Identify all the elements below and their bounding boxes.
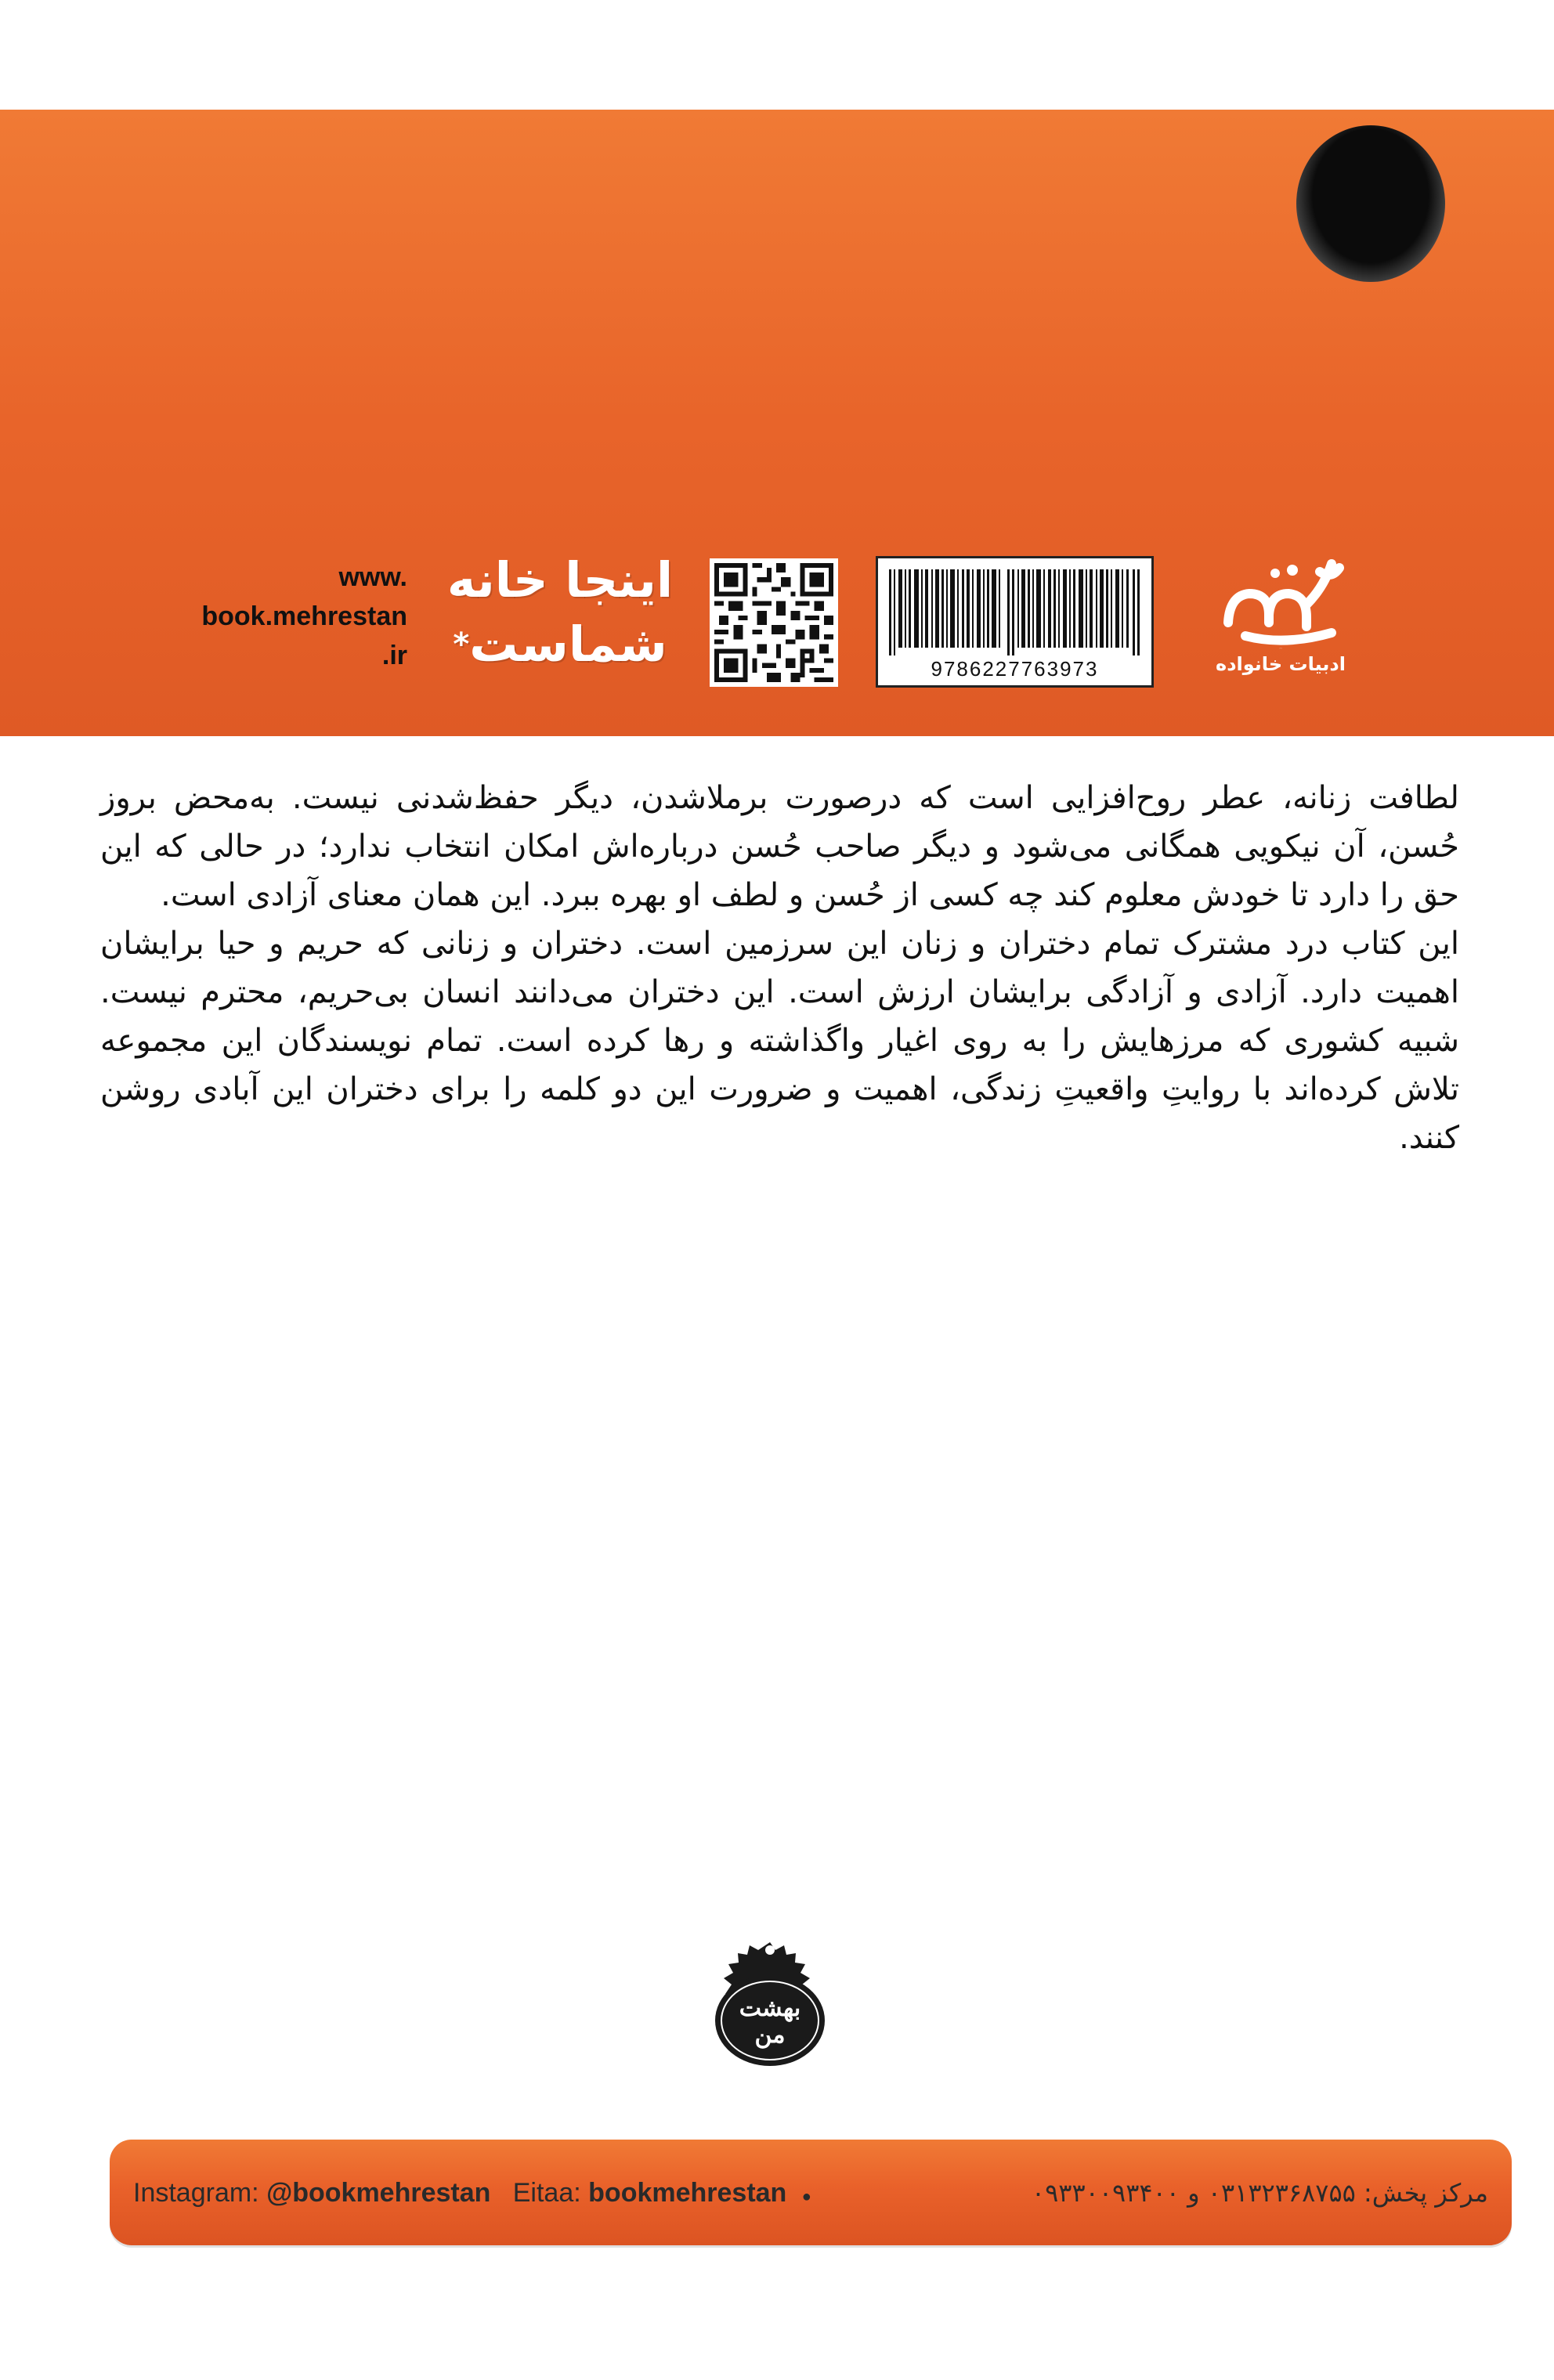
barcode-icon [876,556,1154,688]
phone-2: ۰۹۳۳۰۰۹۳۴۰۰ [1031,2178,1180,2208]
publisher-logo-text: مهرستان [1279,648,1282,649]
website-line-3: .ir [381,641,407,670]
website-link [149,558,407,675]
phone-connector: و [1187,2178,1200,2208]
distribution-label: مرکز پخش: [1364,2178,1488,2208]
publisher-logo [1210,548,1351,697]
series-seal-icon [711,1934,829,2071]
qr-code-icon [710,558,838,687]
eitaa-label: Eitaa: [512,2177,581,2208]
seal-text [711,1995,829,2049]
phone-1: ۰۳۱۳۲۳۶۸۷۵۵ [1207,2178,1356,2208]
publisher-tagline: ادبیات خانواده [1216,653,1346,675]
distribution-info [1032,2178,1488,2208]
isbn-number: 9786227763973 [931,657,1099,681]
slogan-line-1: اینجا خانه [446,551,674,609]
blurb-paragraph-2: این کتاب درد مشترک تمام دختران و زنان این سرزمین است. دختران و زنانی که حریم و حیا برایشان اهمیت دارد. آزادی و آزادگی برایشان ارزش است. این دختران می‌دانند انسان بی‌حریم، محترم نیست. شبیه کشوری که مرزهایش را به روی اغیار واگذاشته و رها کرده است. تمام نویسندگان این مجموعه تلاش کرده‌اند با روایتِ واقعیتِ زندگی، اهمیت و ضرورت این دو کلمه را برای دختران این آبادی روشن کنند. [100,926,1459,1156]
social-handles [133,2178,819,2208]
eitaa-handle: bookmehrestan [588,2177,787,2208]
slogan-mark: * [453,627,470,663]
slogan-line-2: شماست [469,616,667,673]
instagram-label: Instagram: [133,2177,259,2208]
separator-dot: ● [801,2187,811,2205]
back-cover-blurb [100,774,1459,1162]
slogan [431,548,689,697]
seal-text-line-1: بهشت [739,1995,801,2022]
instagram-handle: @bookmehrestan [266,2177,491,2208]
barcode-bars [887,569,1142,655]
cover-hole [1296,125,1445,282]
seal-text-line-2: من [754,2021,786,2049]
footer-contact-row [133,2168,1488,2218]
footer-contact-band [110,2140,1512,2245]
website-line-2: book.mehrestan [201,601,407,631]
publisher-logo-mark [1214,548,1347,650]
website-line-1: www. [338,562,407,592]
blurb-paragraph-1: لطافت زنانه، عطر روح‌افزایی است که درصورت برملاشدن، دیگر حفظ‌شدنی نیست. به‌محض بروز حُسن، آن نیکویی همگانی می‌شود و دیگر صاحب حُسن درباره‌اش امکان انتخاب ندارد؛ در حالی‌ که این حق را دارد تا خودش معلوم کند چه کسی از حُسن و لطف او بهره ببرد. این همان معنای آزادی است. [100,780,1459,913]
